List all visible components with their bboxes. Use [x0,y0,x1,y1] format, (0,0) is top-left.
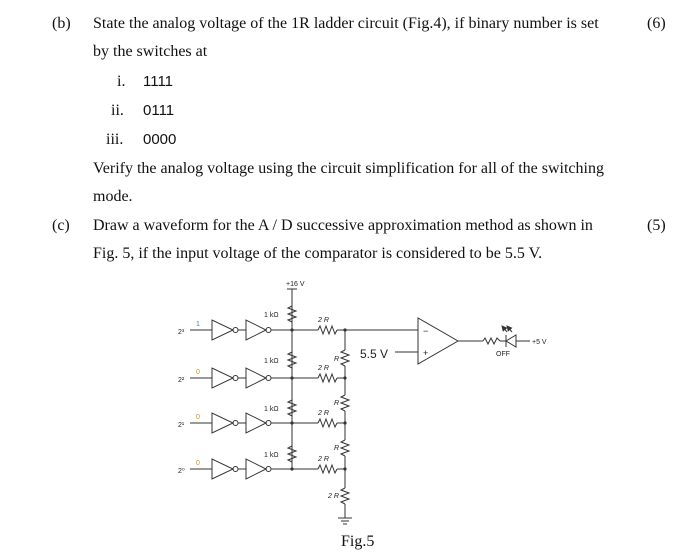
question-b-line2: by the switches at [93,43,208,60]
question-c-marks: (5) [647,217,666,234]
pullup-label-3: 1 kΩ [264,452,279,459]
comparator-minus: − [423,326,429,336]
bit-value-1: 0 [196,414,200,421]
item-iii-num: iii. [106,131,124,148]
vin-label: 5.5 V [360,347,389,361]
question-c-line1: Draw a waveform for the A / D successive approximation method as shown in [93,217,593,234]
led-supply-label: +5 V [532,339,547,346]
question-b-line1: State the analog voltage of the 1R ladder circuit (Fig.4), if binary number is set [93,15,599,32]
question-c-line2: Fig. 5, if the input voltage of the comparator is considered to be 5.5 V. [93,245,543,262]
ladder-2r-label-3: 2 R [318,456,329,463]
bit-label-3: 2³ [178,329,185,336]
question-b-label: (b) [52,15,71,32]
question-b-marks: (6) [647,15,666,32]
bit-value-2: 0 [196,369,200,376]
ladder-2r-label-2: 2 R [318,410,329,417]
bit-value-0: 0 [196,460,200,467]
pullup-label-0: 1 kΩ [264,312,279,319]
comparator-plus: + [423,348,429,358]
item-iii-value: 0000 [143,131,177,148]
supply-label: +16 V [286,281,305,288]
verify-line1: Verify the analog voltage using the circuit simplification for all of the switching [93,160,604,177]
figure-caption: Fig.5 [341,533,375,550]
pullup-label-2: 1 kΩ [264,406,279,413]
item-ii-num: ii. [111,102,124,119]
ladder-2r-label-0: 2 R [318,317,329,324]
bit-label-2: 2² [178,377,185,384]
ladder-r-label-2: R [334,445,340,452]
question-c-label: (c) [52,217,70,234]
ladder-r-label-0: R [334,356,340,363]
pullup-label-1: 1 kΩ [264,358,279,365]
ladder-r-label-1: R [334,400,340,407]
item-ii-value: 0111 [143,102,175,119]
bit-value-3: 1 [196,321,200,328]
ladder-2r-label-1: 2 R [318,365,329,372]
item-i-value: 1111 [143,73,174,90]
verify-line2: mode. [93,188,133,205]
item-i-num: i. [117,73,126,90]
bit-label-0: 2⁰ [178,468,185,475]
bit-label-1: 2¹ [178,422,185,429]
bottom-2r-label: 2 R [328,493,339,500]
led-state-label: OFF [496,351,510,358]
